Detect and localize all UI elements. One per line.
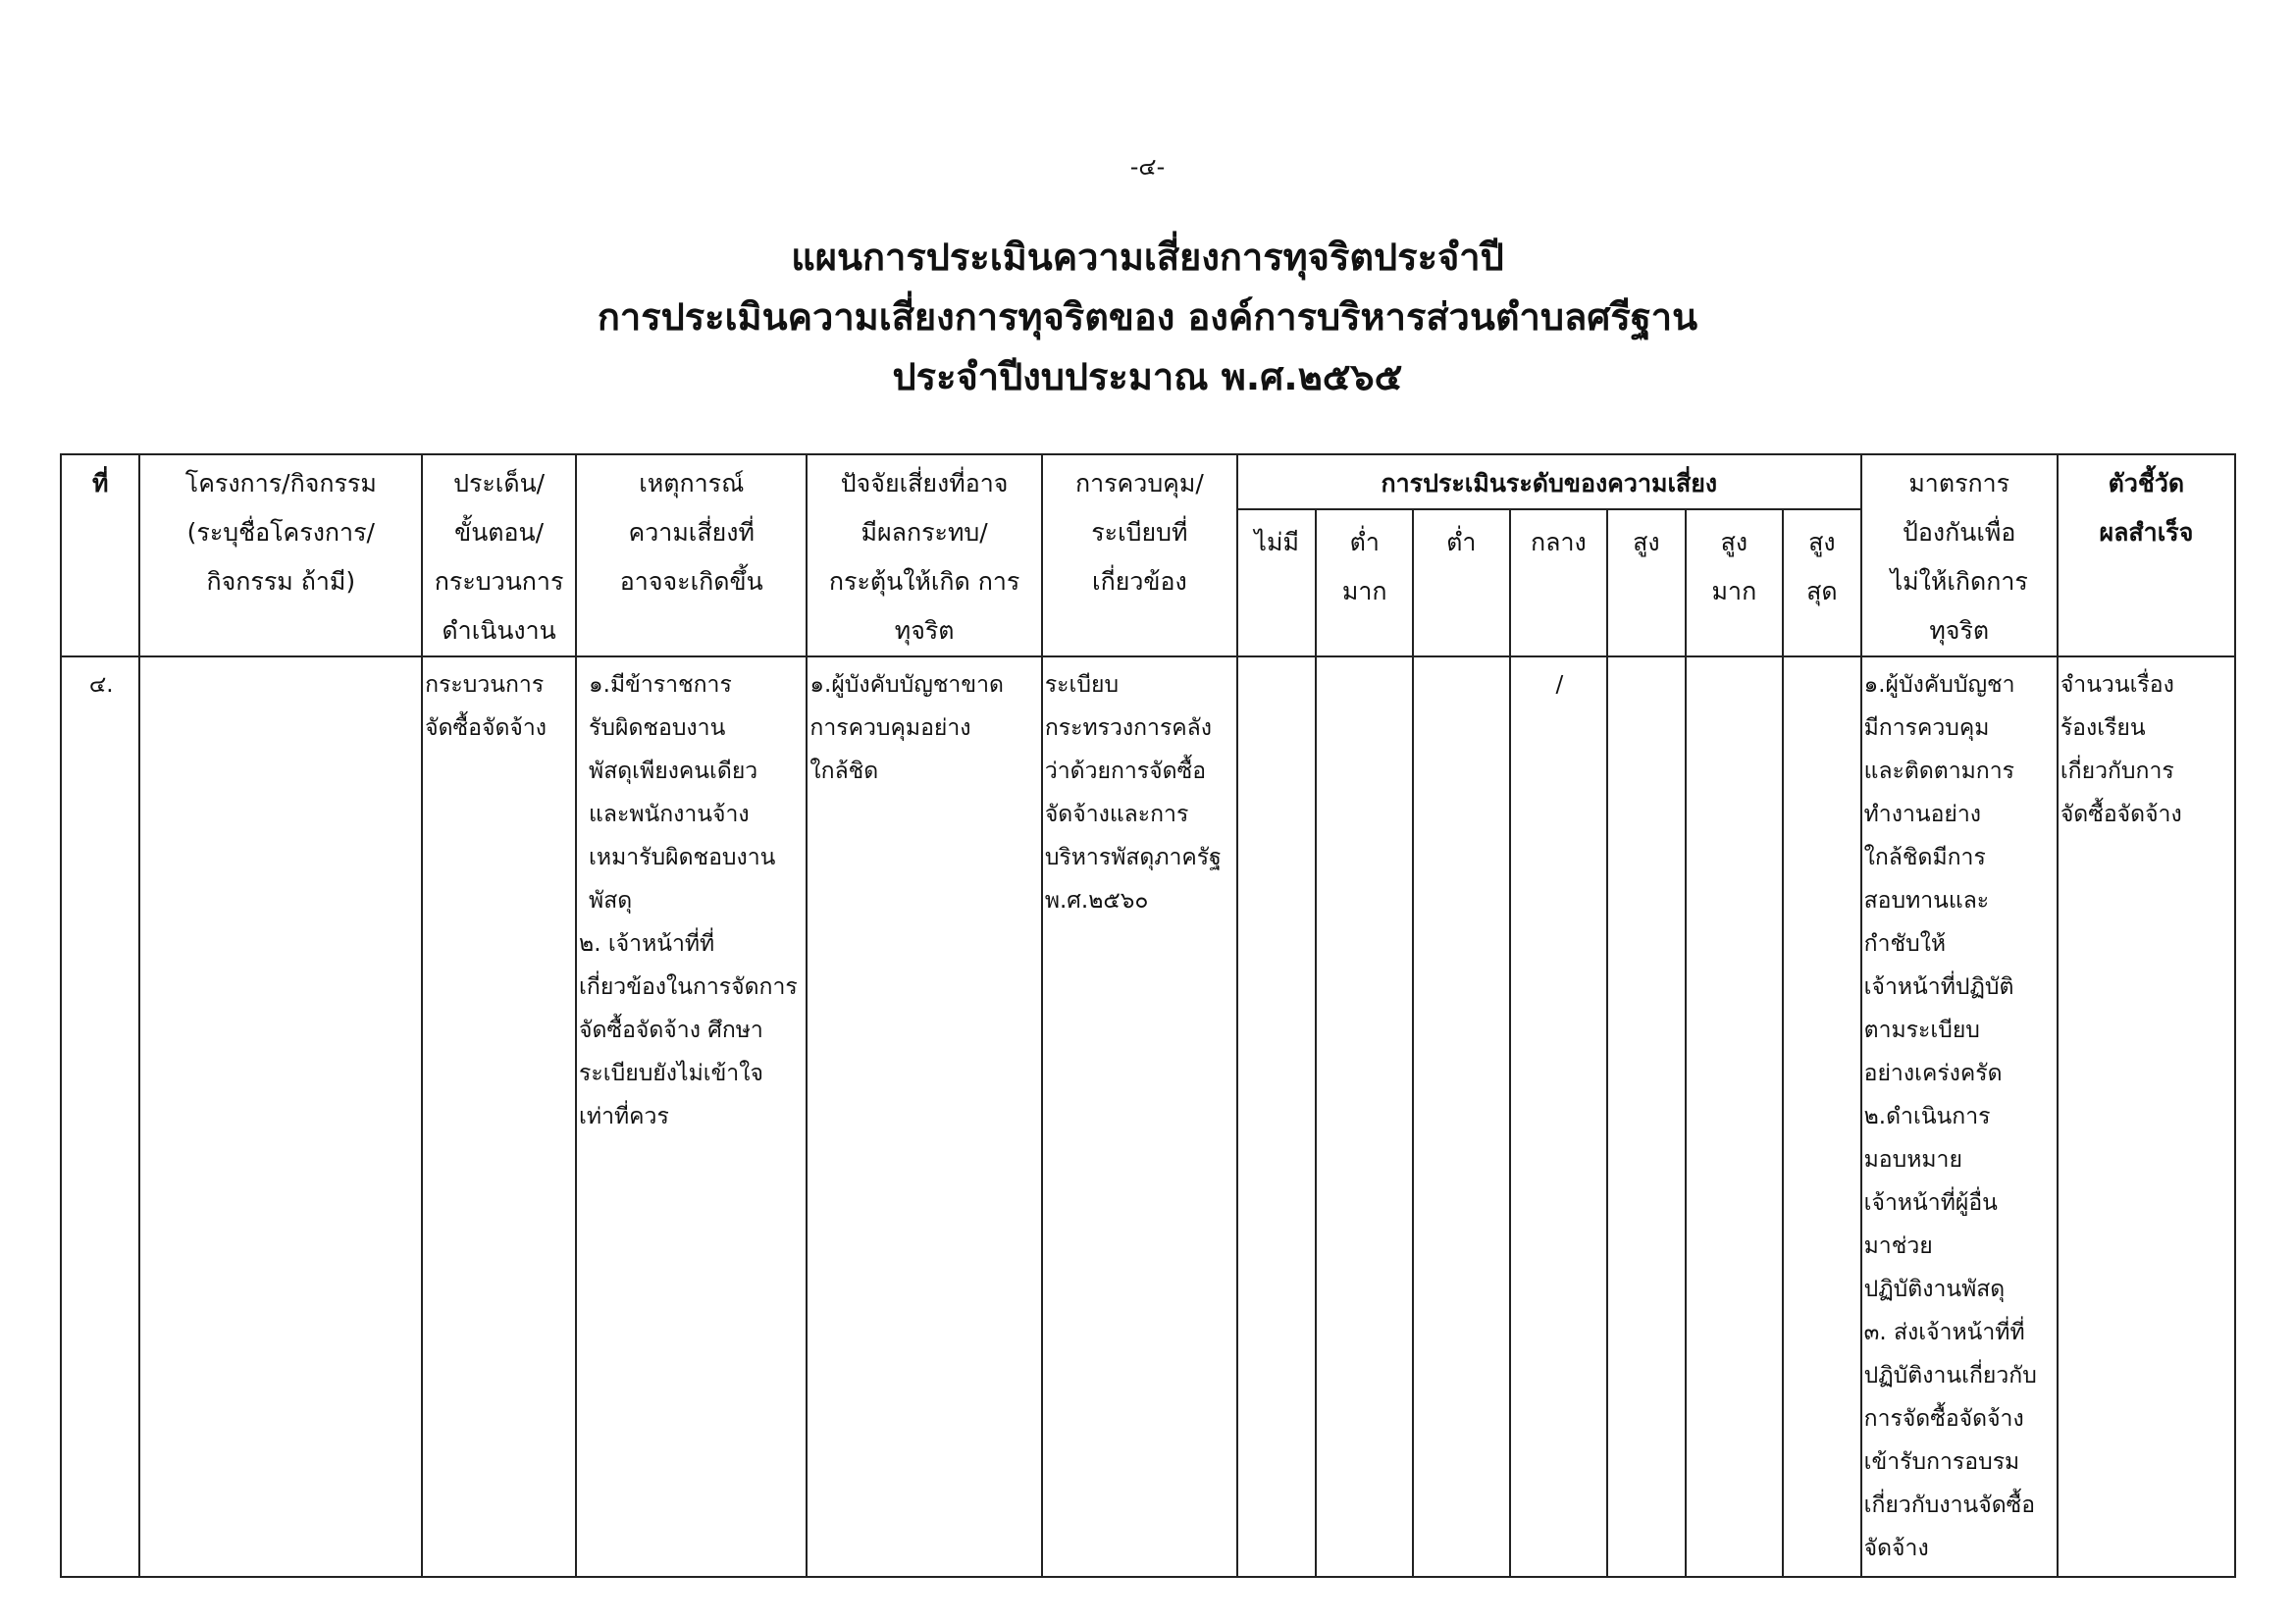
row-indicator: จำนวนเรื่อง ร้องเรียน เกี่ยวกับการ จัดซื้อจัดจ้าง (2058, 656, 2235, 1577)
header-issue: ประเด็น/ ขั้นตอน/ กระบวนการ ดำเนินงาน (422, 454, 576, 656)
header-level-very-high: สูง มาก (1686, 509, 1784, 656)
row-level-very-high (1686, 656, 1784, 1577)
header-level-high: สูง (1607, 509, 1685, 656)
header-level-none: ไม่มี (1237, 509, 1316, 656)
row-measures: ๑.ผู้บังคับบัญชา มีการควบคุม และติดตามการ ทำงานอย่าง ใกล้ชิดมีการ สอบทานและ กำชับให้ เจ้าหน้าที่ปฏิบัติ ตามระเบียบ อย่างเคร่งครัด ๒.ดำเนินการ มอบหมาย เจ้าหน้าที่ผู้อื่น มาช่วย ปฏิบัติงานพัสดุ ๓. ส่งเจ้าหน้าที่ที่ ปฏิบัติงานเกี่ยวกับ การจัดซื้อจัดจ้าง เข้ารับการอบรม เกี่ยวกับงานจัดซื้อ จัดจ้าง (1861, 656, 2058, 1577)
row-level-high (1607, 656, 1685, 1577)
title-line-2: การประเมินความเสี่ยงการทุจริตของ องค์การบริหารส่วนตำบลศรีฐาน (597, 295, 1698, 339)
page-number: -๔- (1129, 153, 1166, 181)
row-risk-factor: ๑.ผู้บังคับบัญชาขาด การควบคุมอย่าง ใกล้ชิด (807, 656, 1041, 1577)
header-level-highest: สูง สุด (1783, 509, 1860, 656)
table-row (61, 656, 2235, 1577)
row-event: ๑.มีข้าราชการ รับผิดชอบงาน พัสดุเพียงคนเดียว และพนักงานจ้าง เหมารับผิดชอบงาน พัสดุ ๒. เจ้าหน้าที่ที่ เกี่ยวข้องในการจัดการ จัดซื้อจัดจ้าง ศึกษา ระเบียบยังไม่เข้าใจ เท่าที่ควร (576, 656, 807, 1577)
row-level-highest (1783, 656, 1860, 1577)
row-level-low (1413, 656, 1510, 1577)
header-no: ที่ (61, 454, 139, 656)
header-risk-factor: ปัจจัยเสี่ยงที่อาจ มีผลกระทบ/ กระตุ้นให้เกิด การ ทุจริต (807, 454, 1041, 656)
header-assessment-group: การประเมินระดับของความเสี่ยง (1237, 454, 1861, 509)
header-event: เหตุการณ์ ความเสี่ยงที่ อาจจะเกิดขึ้น (576, 454, 807, 656)
header-level-very-low: ต่ำ มาก (1316, 509, 1413, 656)
row-level-medium: / (1510, 656, 1608, 1577)
row-issue: กระบวนการ จัดซื้อจัดจ้าง (422, 656, 576, 1577)
header-project: โครงการ/กิจกรรม (ระบุชื่อโครงการ/ กิจกรรม ถ้ามี) (139, 454, 422, 656)
title-line-1: แผนการประเมินความเสี่ยงการทุจริตประจำปี (791, 236, 1504, 279)
header-control: การควบคุม/ ระเบียบที่ เกี่ยวข้อง (1042, 454, 1237, 656)
header-level-medium: กลาง (1510, 509, 1608, 656)
header-level-low: ต่ำ (1413, 509, 1510, 656)
header-measures: มาตรการ ป้องกันเพื่อ ไม่ให้เกิดการ ทุจริต (1861, 454, 2058, 656)
risk-assessment-table (60, 453, 2236, 1578)
row-level-very-low (1316, 656, 1413, 1577)
row-control: ระเบียบ กระทรวงการคลัง ว่าด้วยการจัดซื้อ จัดจ้างและการ บริหารพัสดุภาครัฐ พ.ศ.๒๕๖๐ (1042, 656, 1237, 1577)
document-title (0, 228, 2295, 407)
row-no: ๔. (61, 656, 139, 1577)
title-line-3: ประจำปีงบประมาณ พ.ศ.๒๕๖๕ (892, 355, 1403, 398)
row-project (139, 656, 422, 1577)
row-level-none (1237, 656, 1316, 1577)
header-indicator: ตัวชี้วัด ผลสำเร็จ (2058, 454, 2235, 656)
